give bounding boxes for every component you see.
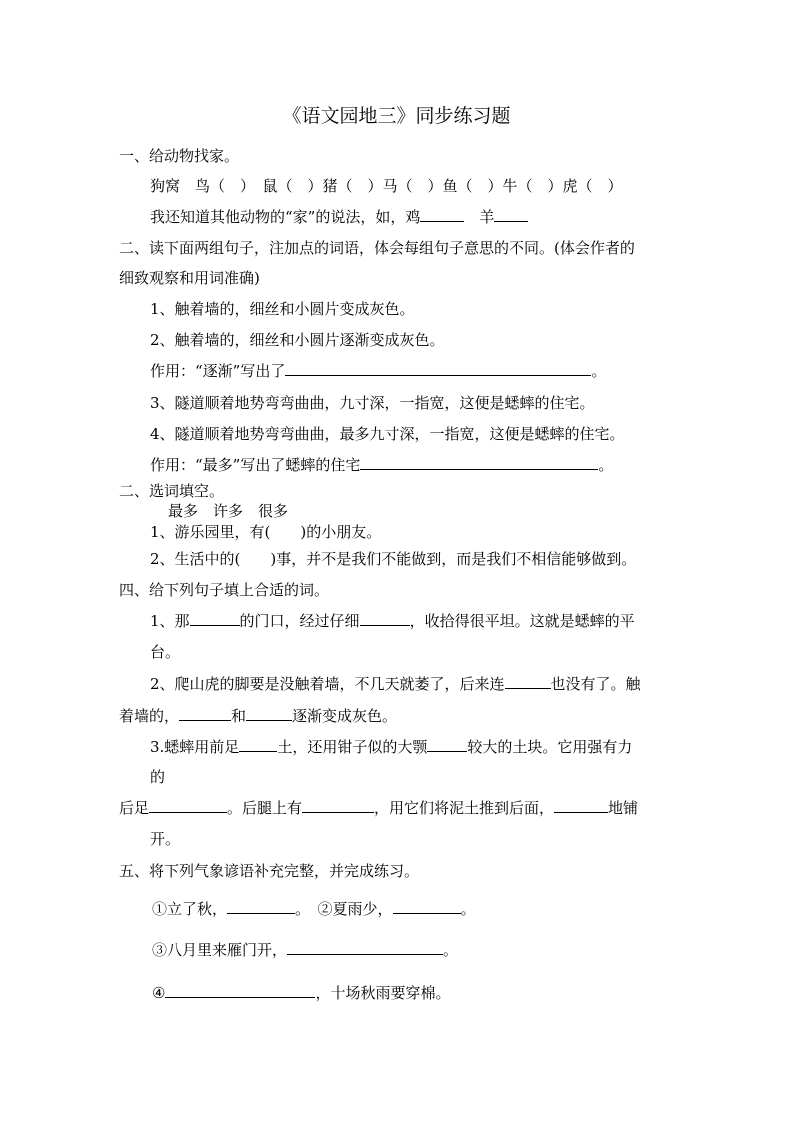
fill-question-2-part-c: 着墙的， xyxy=(119,707,180,725)
section-2-heading-line-1: 二、读下面两组句子，注加点的词语，体会每组句子意思的不同。(体会作者的 xyxy=(119,239,635,257)
section-2-heading-line-2: 细致观察和用词准确) xyxy=(119,269,260,287)
fill-question-3-cont-2 xyxy=(119,798,638,818)
fill-question-3-part-b: 土，还用钳子似的大颚 xyxy=(277,738,428,756)
fill-3-blank-c[interactable] xyxy=(149,798,227,813)
fill-question-1 xyxy=(150,611,635,631)
sentence-1: 1、触着墙的，细丝和小圆片变成灰色。 xyxy=(150,300,415,318)
fill-question-1-part-a: 1、那 xyxy=(150,612,190,630)
proverb-1-end: 。 xyxy=(295,900,303,918)
fill-3-blank-d[interactable] xyxy=(302,798,374,813)
page-title: 《语文园地三》同步练习题 xyxy=(282,105,511,127)
fill-question-1-cont: 台。 xyxy=(150,643,181,661)
fill-1-blank-a[interactable] xyxy=(190,611,240,626)
effect-question-2 xyxy=(150,455,613,475)
fill-question-3-cont-3: 开。 xyxy=(150,830,181,848)
proverb-1-2-line xyxy=(152,899,476,919)
proverb-4-line xyxy=(152,983,450,1003)
sentence-2: 2、触着墙的，细丝和小圆片逐渐变成灰色。 xyxy=(150,331,445,349)
proverb-4-blank[interactable] xyxy=(165,983,315,998)
proverb-4-number: ④ xyxy=(152,984,166,1002)
fill-2-blank-a[interactable] xyxy=(505,674,551,689)
choice-question-2: 2、生活中的( )事，并不是我们不能做到，而是我们不相信能够做到。 xyxy=(150,550,637,568)
word-choices: 最多 许多 很多 xyxy=(168,502,289,520)
fill-question-3-cont-1: 的 xyxy=(150,768,166,786)
choice-question-1: 1、游乐园里，有( )的小朋友。 xyxy=(150,523,382,541)
fill-question-2-part-d: 和 xyxy=(231,707,247,725)
section-4-heading: 四、给下列句子填上合适的词。 xyxy=(119,581,330,599)
fill-2-blank-c[interactable] xyxy=(246,706,292,721)
fill-question-3-part-g: ，用它们将泥土推到后面， xyxy=(374,799,555,817)
fill-question-3-part-c: 较大的土块。它用强有力 xyxy=(467,738,633,756)
effect-question-1 xyxy=(150,361,606,381)
fill-question-1-part-b: 的门口，经过仔细 xyxy=(239,612,360,630)
effect-1-blank[interactable] xyxy=(285,361,591,376)
proverb-2-end: 。 xyxy=(460,900,476,918)
fill-3-blank-a[interactable] xyxy=(239,737,277,752)
proverb-3-blank[interactable] xyxy=(287,940,443,955)
sentence-4: 4、隧道顺着地势弯弯曲曲，最多九寸深，一指宽，这便是蟋蟀的住宅。 xyxy=(150,425,625,443)
fill-question-2-part-b: 也没有了。触 xyxy=(550,675,641,693)
fill-question-3-part-f: 。后腿上有 xyxy=(227,799,303,817)
fill-question-1-part-c: ，收拾得很平坦。这就是蟋蟀的平 xyxy=(409,612,635,630)
section-3-heading: 二、选词填空。 xyxy=(119,482,225,500)
chicken-home-blank[interactable] xyxy=(420,207,464,222)
animal-homes-line: 狗窝 鸟（ ） 鼠（ ）猪（ ）马（ ）鱼（ ）牛（ ）虎（ ） xyxy=(150,177,623,195)
effect-2-blank[interactable] xyxy=(360,455,598,470)
fill-question-2 xyxy=(150,674,641,694)
proverb-2-text: ②夏雨少， xyxy=(317,900,393,918)
proverb-3-end: 。 xyxy=(443,941,459,959)
fill-question-3 xyxy=(150,737,632,757)
other-homes-line xyxy=(150,207,528,227)
effect-question-2-text: 作用：“最多”写出了蟋蟀的住宅 xyxy=(150,456,361,474)
fill-3-blank-e[interactable] xyxy=(554,798,608,813)
section-5-heading: 五、将下列气象谚语补充完整，并完成练习。 xyxy=(119,862,420,880)
fill-question-2-part-a: 2、爬山虎的脚要是没触着墙，不几天就萎了，后来连 xyxy=(150,675,505,693)
other-homes-text: 我还知道其他动物的“家”的说法，如，鸡 xyxy=(150,208,421,226)
effect-question-2-end: 。 xyxy=(598,456,614,474)
sheep-label: 羊 xyxy=(479,208,495,226)
effect-question-1-end: 。 xyxy=(591,362,607,380)
proverb-1-blank[interactable] xyxy=(227,899,295,914)
proverb-3-text: ③八月里来雁门开， xyxy=(152,941,288,959)
section-1-heading: 一、给动物找家。 xyxy=(119,147,240,165)
fill-question-2-cont xyxy=(119,706,397,726)
fill-question-3-part-h: 地铺 xyxy=(608,799,639,817)
fill-1-blank-b[interactable] xyxy=(360,611,410,626)
fill-question-3-part-e: 后足 xyxy=(119,799,150,817)
proverb-2-blank[interactable] xyxy=(393,899,461,914)
fill-3-blank-b[interactable] xyxy=(427,737,467,752)
fill-question-2-part-e: 逐渐变成灰色。 xyxy=(292,707,398,725)
fill-question-3-part-a: 3.蟋蟀用前足 xyxy=(150,738,240,756)
proverb-4-text: ，十场秋雨要穿棉。 xyxy=(315,984,451,1002)
sheep-home-blank[interactable] xyxy=(494,207,528,222)
proverb-3-line xyxy=(152,940,458,960)
effect-question-1-text: 作用：“逐渐”写出了 xyxy=(150,362,286,380)
sentence-3: 3、隧道顺着地势弯弯曲曲，九寸深，一指宽，这便是蟋蟀的住宅。 xyxy=(150,394,595,412)
fill-2-blank-b[interactable] xyxy=(179,706,231,721)
proverb-1-text: ①立了秋， xyxy=(152,900,228,918)
